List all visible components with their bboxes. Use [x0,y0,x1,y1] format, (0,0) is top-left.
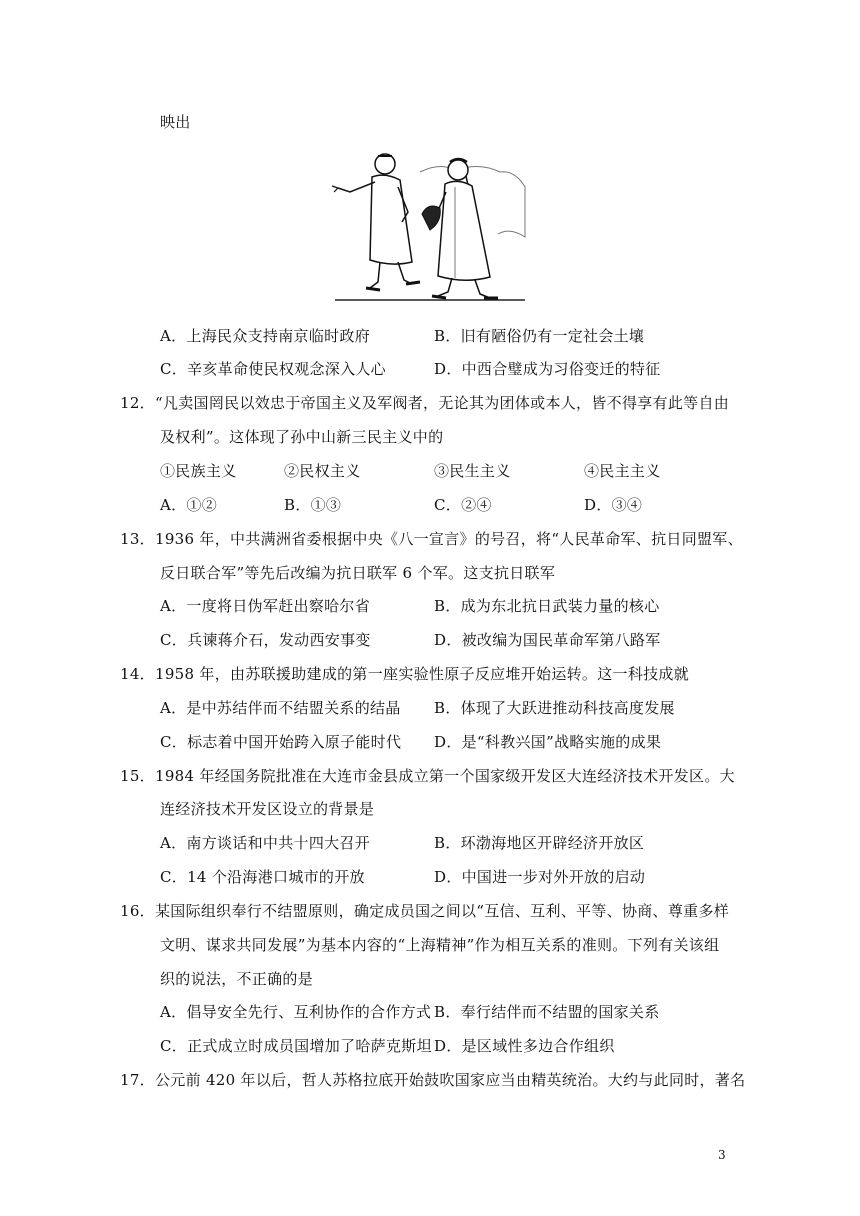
option-b: B．体现了大跃进推动科技高度发展 [434,699,675,717]
option-d: D．中国进一步对外开放的启动 [434,868,646,886]
cartoon-illustration [330,142,530,304]
page-number: 3 [718,1148,726,1162]
option-a: A．上海民众支持南京临时政府 [160,327,371,345]
option-d: D．被改编为国民革命军第八路军 [434,631,661,649]
option-a: A．南方谈话和中共十四大召开 [160,834,371,852]
question-17-text: 17．公元前 420 年以后，哲人苏格拉底开始鼓吹国家应当由精英统治。大约与此同时，著名 [120,1071,746,1089]
option-b: B．①③ [284,496,342,514]
question-15-text: 15．1984 年经国务院批准在大连市金县成立第一个国家级开发区大连经济技术开发区。大 [120,767,735,785]
option-a: A．①② [160,496,218,514]
text-fragment: 映出 [160,113,191,131]
option-d: D．是区域性多边合作组织 [434,1037,615,1055]
statement-item: ④民主主义 [584,462,661,480]
option-a: A．一度将日伪军赶出察哈尔省 [160,597,371,615]
statement-item: ③民生主义 [434,462,511,480]
option-a: A．倡导安全先行、互利协作的合作方式 [160,1003,432,1021]
question-15-text: 连经济技术开发区设立的背景是 [160,800,375,818]
question-13-text: 反日联合军”等先后改编为抗日联军 6 个军。这支抗日联军 [160,564,556,582]
option-c: C．14 个沿海港口城市的开放 [160,868,365,886]
option-a: A．是中苏结伴而不结盟关系的结晶 [160,699,401,717]
statement-item: ②民权主义 [284,462,361,480]
option-b: B．环渤海地区开辟经济开放区 [434,834,645,852]
statement-item: ①民族主义 [160,462,237,480]
question-16-text: 16．某国际组织奉行不结盟原则，确定成员国之间以“互信、互利、平等、协商、尊重多样 [120,902,730,920]
option-c: C．正式成立时成员国增加了哈萨克斯坦 [160,1037,432,1055]
option-c: C．辛亥革命使民权观念深入人心 [160,360,386,378]
question-12-text: 及权利”。这体现了孙中山新三民主义中的 [160,428,444,446]
option-d: D．中西合璧成为习俗变迁的特征 [434,360,661,378]
option-c: C．②④ [434,496,492,514]
question-14-text: 14．1958 年，由苏联援助建成的第一座实验性原子反应堆开始运转。这一科技成就 [120,665,690,683]
option-b: B．旧有陋俗仍有一定社会土壤 [434,327,645,345]
option-c: C．兵谏蒋介石，发动西安事变 [160,631,371,649]
option-c: C．标志着中国开始跨入原子能时代 [160,733,402,751]
option-b: B．奉行结伴而不结盟的国家关系 [434,1003,660,1021]
question-12-text: 12．“凡卖国罔民以效忠于帝国主义及军阀者，无论其为团体或本人，皆不得享有此等自由 [120,394,730,412]
question-16-text: 文明、谋求共同发展”为基本内容的“上海精神”作为相互关系的准则。下列有关该组 [160,936,720,954]
option-b: B．成为东北抗日武装力量的核心 [434,597,660,615]
option-d: D．③④ [584,496,643,514]
option-d: D．是“科教兴国”战略实施的成果 [434,733,662,751]
question-13-text: 13．1936 年，中共满洲省委根据中央《八一宣言》的号召，将“人民革命军、抗日同盟军、 [120,530,743,548]
question-16-text: 织的说法，不正确的是 [160,970,314,988]
